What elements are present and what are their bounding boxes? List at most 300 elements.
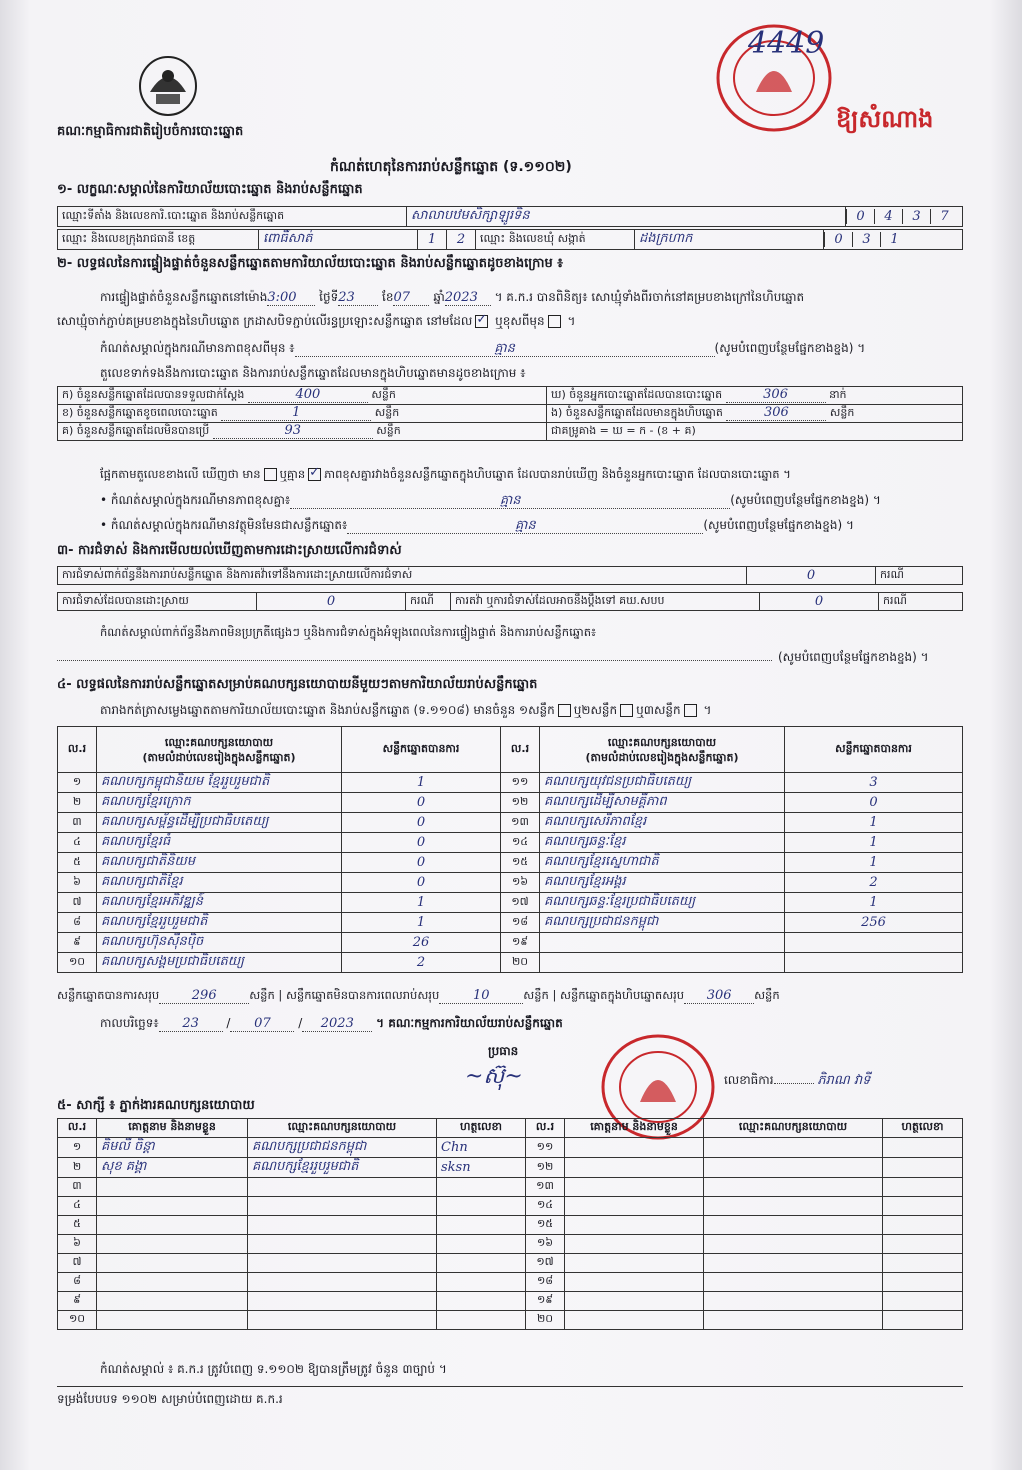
- row-number: ៩: [58, 933, 97, 953]
- row-number: ៧: [58, 893, 97, 913]
- count-row: [547, 387, 963, 405]
- witness-signature: [883, 1158, 963, 1178]
- party-votes: 0: [342, 833, 501, 853]
- objection-value: 0: [257, 593, 406, 611]
- form-title: កំណត់ហេតុនៃការរាប់សន្លឹកឆ្នោត (ទ.១១០២): [330, 159, 572, 175]
- row-number: ១: [58, 773, 97, 793]
- check-month: 07: [393, 290, 429, 306]
- party-rows: [58, 773, 963, 973]
- witness-name: [565, 1235, 704, 1254]
- witness-signature: [437, 1216, 526, 1235]
- table-row: [58, 773, 963, 793]
- commune-label: ឈ្មោះ និងលេខឃុំ សង្កាត់: [476, 230, 635, 250]
- office-code-digit: 0: [846, 209, 874, 224]
- party-votes: 1: [785, 893, 963, 913]
- office-code-digit: 7: [930, 209, 958, 224]
- col-votes: សន្លឹកឆ្នោតបានការ: [785, 727, 963, 773]
- party-name: គណបក្សខ្មែរធំ: [97, 833, 342, 853]
- sheet-1-checkbox[interactable]: [558, 704, 571, 717]
- total-unit: សន្លឹក: [523, 988, 549, 1002]
- party-votes: 1: [785, 853, 963, 873]
- section4-title: ៤- លទ្ធផលនៃការរាប់សន្លឹកឆ្នោតសម្រាប់គណបក្សនយោបាយនីមួយៗតាមការិយាល័យរាប់សន្លឹកឆ្នោត: [57, 677, 538, 692]
- party-votes: 1: [342, 913, 501, 933]
- check-text: ការផ្ទៀងផ្ទាត់ចំនួនសន្លឹកឆ្នោតនៅម៉ោង: [100, 290, 268, 304]
- office-value: សាលាបឋមសិក្សាឡូរទិន: [407, 207, 846, 227]
- col-votes: សន្លឹកឆ្នោតបានការ: [342, 727, 501, 773]
- col-sign: ហត្ថលេខា: [437, 1119, 526, 1138]
- footer: ទម្រង់បែបបទ ១១០២ សម្រាប់បំពេញដោយ គ.ក.រ: [57, 1392, 283, 1406]
- witness-party: [704, 1158, 883, 1178]
- party-name: គណបក្សខ្មែរអភិវឌ្ឍន៍: [97, 893, 342, 913]
- party-name: គណបក្សខ្មែរអង្គរ: [540, 873, 785, 893]
- total-label: សន្លឹកឆ្នោតក្នុងហិបឆ្នោតសរុប: [560, 988, 685, 1002]
- row-number: ១៣: [526, 1178, 565, 1197]
- witness-signature: [883, 1311, 963, 1330]
- party-name: គណបក្សហ៊ុនស៊ីនប៉ិច: [97, 933, 342, 953]
- party-votes: 3: [785, 773, 963, 793]
- section1-table-2: [57, 229, 963, 250]
- office-code-digit: 4: [874, 209, 902, 224]
- table-row: [58, 1292, 963, 1311]
- witness-signature: [883, 1235, 963, 1254]
- count-row: [58, 405, 547, 423]
- witness-signature: [883, 1254, 963, 1273]
- party-votes: 1: [785, 833, 963, 853]
- date-month: 07: [230, 1016, 294, 1032]
- note-hint: (សូមបំពេញបន្ថែមផ្នែកខាងខ្នង) ។: [714, 341, 866, 355]
- table-row: [58, 1138, 963, 1158]
- witness-signature: [883, 1178, 963, 1197]
- row-number: ១១: [526, 1138, 565, 1158]
- party-votes: 1: [342, 893, 501, 913]
- party-name: គណបក្សប្រជាជនកម្ពុជា: [540, 913, 785, 933]
- counts-table: [57, 386, 963, 441]
- total-unit: សន្លឹក: [754, 988, 780, 1002]
- province-label: ឈ្មោះ និងលេខក្រុងរាជធានី ខេត្ត: [58, 230, 259, 250]
- witness-party: [248, 1216, 437, 1235]
- count-unit: នាក់: [829, 388, 847, 401]
- row-number: ១៥: [501, 853, 540, 873]
- committee-name: គណៈកម្មាធិការជាតិរៀបចំការបោះឆ្នោត: [57, 124, 244, 139]
- date-year: 2023: [302, 1016, 372, 1032]
- check-time: 3:00: [267, 290, 315, 306]
- count-label: គ) ចំនួនសន្លឹកឆ្នោតដែលមិនបានប្រើ: [62, 424, 210, 437]
- count-label: ង) ចំនួនសន្លឹកឆ្នោតដែលមានក្នុងហិបឆ្នោត: [551, 406, 723, 419]
- date-day: 23: [159, 1016, 223, 1032]
- witness-name: [565, 1292, 704, 1311]
- note-line-1: [100, 341, 865, 357]
- commune-value: ដងក្រហាក: [635, 230, 824, 250]
- col-name: គោត្តនាម និងនាមខ្លួន: [565, 1119, 704, 1138]
- sheet-3-checkbox[interactable]: [684, 704, 697, 717]
- compare-text: ឬគ្មាន: [279, 467, 306, 481]
- witness-name: [565, 1158, 704, 1178]
- table-row: [58, 853, 963, 873]
- note-line-3: [100, 518, 854, 534]
- witness-signature: [883, 1138, 963, 1158]
- witness-name: [97, 1235, 248, 1254]
- row-number: ៦: [58, 873, 97, 893]
- witness-signature: [883, 1216, 963, 1235]
- table-row: [58, 1197, 963, 1216]
- date-label: កាលបរិច្ឆេទ៖: [100, 1016, 159, 1030]
- witness-signature: [437, 1235, 526, 1254]
- witness-signature: [437, 1292, 526, 1311]
- objection-label: ការតវ៉ា ឬការជំទាស់ដែលអាចនឹងប្តឹងទៅ គឃ.សបប: [451, 593, 760, 611]
- total-box: 306: [684, 988, 754, 1004]
- row-number: ៧: [58, 1254, 97, 1273]
- has-difference-checkbox[interactable]: [264, 468, 277, 481]
- office-label: ឈ្មោះទីតាំង និងលេខការិ.បោះឆ្នោត និងរាប់សន្លឹកឆ្នោត: [58, 207, 407, 227]
- witness-name: [97, 1197, 248, 1216]
- party-votes: 2: [342, 953, 501, 973]
- section5-title: ៥- សាក្សី ៖ ភ្នាក់ងារគណបក្សនយោបាយ: [57, 1098, 255, 1113]
- col-party: ឈ្មោះគណបក្សនយោបាយ: [704, 1119, 883, 1138]
- compare-text: ភាពខុសគ្នារវាងចំនួនសន្លឹកឆ្នោតក្នុងហិបឆ្នោត ដែលបានរាប់ឃើញ និងចំនួនអ្នកបោះឆ្នោត ដែលបានបោះឆ្នោត ។: [324, 467, 791, 481]
- party-name: គណបក្សខ្មែរក្រោក: [97, 793, 342, 813]
- party-votes: 0: [342, 813, 501, 833]
- note-hint: (សូមបំពេញបន្ថែមផ្នែកខាងខ្នង) ។: [730, 493, 881, 507]
- row-number: ៥: [58, 853, 97, 873]
- col-party: [540, 727, 785, 773]
- row-number: ១៩: [526, 1292, 565, 1311]
- witness-name: សុខ គង្គា: [97, 1158, 248, 1178]
- row-number: ៣: [58, 1178, 97, 1197]
- party-name: គណបក្សសង្គមប្រជាធិបតេយ្យ: [97, 953, 342, 973]
- witness-signature: [437, 1273, 526, 1292]
- row-number: ១៤: [501, 833, 540, 853]
- table-row: [58, 1311, 963, 1330]
- day-label: ថ្ងៃទី: [319, 290, 339, 304]
- party-name: គណបក្សសេរីភាពខ្មែរ: [540, 813, 785, 833]
- count-unit: សន្លឹក: [374, 406, 400, 419]
- note-line-2: [100, 493, 881, 509]
- row-number: ១៩: [501, 933, 540, 953]
- witness-name: [565, 1197, 704, 1216]
- row-number: ២០: [501, 953, 540, 973]
- count-row: [547, 405, 963, 423]
- witness-signature: [883, 1197, 963, 1216]
- witness-name: [565, 1273, 704, 1292]
- check-line-2: សោឃ្មុំចាក់ភ្ជាប់គម្របខាងក្នុងនៃហិបឆ្នោត ក្រដាសបិទភ្ជាប់លើរន្ធប្រឡោះសន្លឹកឆ្នោត នៅមដែល✓ ឬខុសពីមុន ។: [57, 314, 575, 329]
- col-party-label: ឈ្មោះគណបក្សនយោបាយ: [607, 735, 717, 749]
- objections-table-2: [57, 592, 963, 611]
- committee-label: ។ គណៈកម្មការការិយាល័យរាប់សន្លឹកឆ្នោត: [376, 1016, 563, 1030]
- section3-note-hint: (សូមបំពេញបន្ថែមផ្នែកខាងខ្នង) ។: [778, 650, 929, 664]
- total-valid: 296: [159, 988, 249, 1004]
- totals-line: សន្លឹកឆ្នោតបានការសរុប 296 សន្លឹក | សន្លឹកឆ្នោតមិនបានការពេលរាប់សរុប 10 សន្លឹក | សន្លឹកឆ្នោតក្នុងហិបឆ្នោតសរុប 306 សន្លឹក: [57, 988, 780, 1003]
- section1-title: ១- លក្ខណៈសម្គាល់នៃការិយាល័យបោះឆ្នោត និងរាប់សន្លឹកឆ្នោត: [57, 182, 363, 197]
- note-value: គ្មាន: [290, 493, 730, 509]
- col-party: ឈ្មោះគណបក្សនយោបាយ: [248, 1119, 437, 1138]
- note-hint: (សូមបំពេញបន្ថែមផ្នែកខាងខ្នង) ។: [703, 518, 854, 532]
- nec-logo: [136, 52, 200, 118]
- party-votes: 0: [785, 793, 963, 813]
- table-row: [58, 1235, 963, 1254]
- witness-signature: [437, 1254, 526, 1273]
- witness-name: [565, 1216, 704, 1235]
- witness-party: [248, 1178, 437, 1197]
- stamp-number: 4449: [748, 26, 825, 61]
- count-value: 306: [726, 405, 826, 421]
- check-text: សោឃ្មុំចាក់ភ្ជាប់គម្របខាងក្នុងនៃហិបឆ្នោត ក្រដាសបិទភ្ជាប់លើរន្ធប្រឡោះសន្លឹកឆ្នោត នៅមដែល: [57, 314, 473, 328]
- witness-party: [704, 1235, 883, 1254]
- table-row: [58, 873, 963, 893]
- objection-label: ការជំទាស់ពាក់ព័ន្ធនឹងការរាប់សន្លឹកឆ្នោត និងការតវ៉ាទៅនឹងការដោះស្រាយលើការជំទាស់: [58, 567, 747, 585]
- count-unit: សន្លឹក: [371, 388, 396, 401]
- footnote: កំណត់សម្គាល់ ៖ គ.ក.រ ត្រូវបំពេញ ទ.១១០២ ឱ្យបានត្រឹមត្រូវ ចំនួន ៣ច្បាប់ ។: [100, 1362, 447, 1376]
- row-number: ១១: [501, 773, 540, 793]
- count-value: 306: [726, 387, 826, 403]
- total-label: សន្លឹកឆ្នោតមិនបានការពេលរាប់សរុប: [285, 988, 440, 1002]
- count-row: [58, 387, 547, 405]
- province-value: ពោធិ៍សាត់: [259, 230, 418, 250]
- witness-name: [565, 1178, 704, 1197]
- party-name: គណបក្សសម្ព័ន្ធដើម្បីប្រជាធិបតេយ្យ: [97, 813, 342, 833]
- objection-value: 0: [760, 593, 879, 611]
- witness-signature: [883, 1273, 963, 1292]
- row-number: ១៣: [501, 813, 540, 833]
- footer-divider: [57, 1386, 963, 1387]
- row-number: ២០: [526, 1311, 565, 1330]
- party-results-table: [57, 726, 963, 973]
- count-value: 400: [248, 387, 368, 403]
- section3-title: ៣- ការជំទាស់ និងការមើលយល់ឃើញតាមការដោះស្រាយលើការជំទាស់: [57, 543, 402, 558]
- witness-signature: sksn: [437, 1158, 526, 1178]
- office-code-digit: 3: [902, 209, 930, 224]
- check-day: 23: [338, 290, 378, 306]
- different-checkbox[interactable]: [548, 315, 561, 328]
- witness-signature: [437, 1178, 526, 1197]
- objection-unit: ករណី: [879, 593, 963, 611]
- witness-name: [565, 1254, 704, 1273]
- witness-name: [97, 1254, 248, 1273]
- count-value: 93: [213, 423, 373, 439]
- witness-name: [97, 1311, 248, 1330]
- counts-intro: តួលេខទាក់ទងនឹងការបោះឆ្នោត និងការរាប់សន្លឹកឆ្នោតដែលមានក្នុងហិបឆ្នោតមានដូចខាងក្រោម ៖: [100, 366, 526, 380]
- chair-label: ប្រធាន: [488, 1044, 519, 1058]
- party-votes: 0: [342, 853, 501, 873]
- total-unit: សន្លឹក: [249, 988, 275, 1002]
- sheet-text: ឬ២សន្លឹក: [573, 703, 618, 717]
- row-number: ៩: [58, 1292, 97, 1311]
- witness-party: [248, 1273, 437, 1292]
- month-label: ខែ: [382, 290, 394, 304]
- secretary-line: [724, 1073, 870, 1088]
- col-name: គោត្តនាម និងនាមខ្លួន: [97, 1119, 248, 1138]
- no-difference-checkbox[interactable]: [308, 468, 321, 481]
- province-code-digit: 2: [447, 230, 476, 250]
- date-line: កាលបរិច្ឆេទ៖ 23 / 07 / 2023 ។ គណៈកម្មការការិយាល័យរាប់សន្លឹកឆ្នោត: [100, 1016, 563, 1031]
- witness-party: [704, 1216, 883, 1235]
- section1-table: [57, 206, 963, 227]
- witness-party: [248, 1311, 437, 1330]
- party-name: គណបក្សខ្មែររួបរួមជាតិ: [97, 913, 342, 933]
- count-label: ក) ចំនួនសន្លឹកឆ្នោតដែលបានទទួលជាក់ស្តែង: [62, 388, 245, 401]
- witness-party: [704, 1138, 883, 1158]
- row-number: ២: [58, 793, 97, 813]
- witness-party: គណបក្សប្រជាជនកម្ពុជា: [248, 1138, 437, 1158]
- col-no: ល.រ: [58, 1119, 97, 1138]
- sheet-2-checkbox[interactable]: [620, 704, 633, 717]
- witness-rows: [58, 1138, 963, 1330]
- witness-signature: [883, 1292, 963, 1311]
- row-number: ៨: [58, 1273, 97, 1292]
- party-name: គណបក្សឆន្ទៈខ្មែរ: [540, 833, 785, 853]
- col-no: ល.រ: [526, 1119, 565, 1138]
- count-row: [58, 423, 547, 441]
- witness-party: [248, 1197, 437, 1216]
- row-number: ១៦: [526, 1235, 565, 1254]
- table-row: [58, 1178, 963, 1197]
- objection-unit: ករណី: [406, 593, 451, 611]
- party-name: គណបក្សខ្មែរស្នេហាជាតិ: [540, 853, 785, 873]
- witness-name: គិមលី ចិន្តា: [97, 1138, 248, 1158]
- sheet-text: តារាងកត់ត្រាសម្លេងឆ្នោតតាមការិយាល័យបោះឆ្នោត និងរាប់សន្លឹកឆ្នោត (ទ.១១០៨) មានចំនួន ១សន្លឹក: [100, 703, 555, 717]
- row-number: ៤: [58, 1197, 97, 1216]
- secretary-label: លេខាធិការ: [724, 1073, 774, 1087]
- party-name: គណបក្សយុវជនប្រជាធិបតេយ្យ: [540, 773, 785, 793]
- party-name: គណបក្សដើម្បីសាមគ្គីភាព: [540, 793, 785, 813]
- witness-party: [704, 1254, 883, 1273]
- table-row: [58, 953, 963, 973]
- total-invalid: 10: [439, 988, 523, 1004]
- secretary-dots: [774, 1083, 814, 1084]
- check-line-1: [100, 290, 804, 306]
- sheet-text: ឬ៣សន្លឹក: [636, 703, 681, 717]
- note-dotted-line: [57, 660, 772, 661]
- witness-party: [704, 1178, 883, 1197]
- col-no: ល.រ: [58, 727, 97, 773]
- row-number: ១៥: [526, 1216, 565, 1235]
- note-value: គ្មាន: [347, 518, 703, 534]
- witness-name: [565, 1311, 704, 1330]
- row-number: ៨: [58, 913, 97, 933]
- row-number: ១៨: [526, 1273, 565, 1292]
- col-party-sub: (តាមលំដាប់លេខរៀងក្នុងសន្លឹកឆ្នោត): [142, 750, 296, 764]
- chair-signature: ~ស៊ុ~: [465, 1064, 523, 1089]
- count-value: 1: [221, 405, 371, 421]
- objection-unit: ករណី: [876, 567, 963, 585]
- check-text: ឬខុសពីមុន: [495, 314, 545, 328]
- sheet-count-line: តារាងកត់ត្រាសម្លេងឆ្នោតតាមការិយាល័យបោះឆ្នោត និងរាប់សន្លឹកឆ្នោត (ទ.១១០៨) មានចំនួន ១សន្លឹក ឬ២សន្លឹក ឬ៣សន្លឹក ។: [100, 703, 712, 717]
- witness-party: [248, 1235, 437, 1254]
- row-number: ១៦: [501, 873, 540, 893]
- row-number: ១២: [501, 793, 540, 813]
- commune-code-digit: 0: [824, 232, 852, 247]
- witness-signature: Chn: [437, 1138, 526, 1158]
- check-text: ។ គ.ក.រ បានពិនិត្យ៖ សោឃ្មុំទាំងពីរចាក់នៅគម្របខាងក្រៅនៃហិបឆ្នោត: [494, 290, 805, 304]
- witness-name: [97, 1178, 248, 1197]
- check-year: 2023: [445, 290, 491, 306]
- table-row: [58, 1158, 963, 1178]
- party-votes: 256: [785, 913, 963, 933]
- witness-party: [248, 1254, 437, 1273]
- count-unit: សន្លឹក: [376, 424, 401, 437]
- party-votes: 0: [342, 793, 501, 813]
- row-number: ៥: [58, 1216, 97, 1235]
- witness-signature: [437, 1311, 526, 1330]
- witness-party: [704, 1311, 883, 1330]
- secretary-name: ភិរាណ វាទី: [817, 1073, 871, 1088]
- table-row: [58, 1254, 963, 1273]
- party-name: គណបក្សកម្ពុជានិយម ខ្មែររួបរួមជាតិ: [97, 773, 342, 793]
- table-row: [58, 1273, 963, 1292]
- row-number: ១៧: [501, 893, 540, 913]
- party-votes: 1: [342, 773, 501, 793]
- same-checkbox[interactable]: [475, 315, 488, 328]
- commune-code: [824, 230, 963, 250]
- row-number: ១០: [58, 953, 97, 973]
- row-number: ៦: [58, 1235, 97, 1254]
- col-sign: ហត្ថលេខា: [883, 1119, 963, 1138]
- col-no: ល.រ: [501, 727, 540, 773]
- col-party-sub: (តាមលំដាប់លេខរៀងក្នុងសន្លឹកឆ្នោត): [585, 750, 739, 764]
- row-number: ៣: [58, 813, 97, 833]
- witness-name: [97, 1273, 248, 1292]
- copy-label: ឱ្យសំណាង: [836, 105, 934, 133]
- party-votes: [785, 933, 963, 953]
- row-number: ១: [58, 1138, 97, 1158]
- row-number: ១០: [58, 1311, 97, 1330]
- party-name: គណបក្សជាតិខ្មែរ: [97, 873, 342, 893]
- witness-party: [704, 1273, 883, 1292]
- col-party-label: ឈ្មោះគណបក្សនយោបាយ: [164, 735, 274, 749]
- note-label: • កំណត់សម្គាល់ក្នុងករណីមានវត្ថុមិនមែនជាសន្លឹកឆ្នោត៖: [100, 518, 348, 532]
- witness-party: [704, 1197, 883, 1216]
- table-row: [58, 913, 963, 933]
- note-value: គ្មាន: [295, 341, 715, 357]
- objection-label: ការជំទាស់ដែលបានដោះស្រាយ: [58, 593, 257, 611]
- party-votes: [785, 953, 963, 973]
- year-label: ឆ្នាំ: [433, 290, 445, 304]
- witness-name: [97, 1216, 248, 1235]
- party-votes: 1: [785, 813, 963, 833]
- party-name: គណបក្សជាតិនិយម: [97, 853, 342, 873]
- section2-title: ២- លទ្ធផលនៃការផ្ទៀងផ្ទាត់ចំនួនសន្លឹកឆ្នោតតាមការិយាល័យបោះឆ្នោត និងរាប់សន្លឹកឆ្នោតដូចខាងក្រោម ៖: [57, 256, 563, 271]
- witness-name: [97, 1292, 248, 1311]
- party-votes: 0: [342, 873, 501, 893]
- witness-signature: [437, 1197, 526, 1216]
- witness-party: [704, 1292, 883, 1311]
- table-row: [58, 813, 963, 833]
- party-name: គណបក្សឆន្ទៈខ្មែរប្រជាធិបតេយ្យ: [540, 893, 785, 913]
- table-row: [58, 893, 963, 913]
- table-row: [58, 1216, 963, 1235]
- compare-line: [100, 467, 791, 482]
- count-label: ខ) ចំនួនសន្លឹកឆ្នោតខូចពេលបោះឆ្នោត: [62, 406, 218, 419]
- row-number: ១២: [526, 1158, 565, 1178]
- row-number: ២: [58, 1158, 97, 1178]
- count-unit: សន្លឹក: [829, 406, 855, 419]
- row-number: ១៨: [501, 913, 540, 933]
- table-row: [58, 933, 963, 953]
- note-label: • កំណត់សម្គាល់ក្នុងករណីមានភាពខុសគ្នា៖: [100, 493, 291, 507]
- compare-text: ផ្អែកតាមតួលេខខាងលើ ឃើញថា មាន: [100, 467, 261, 481]
- section3-note: កំណត់សម្គាល់ពាក់ព័ន្ធនឹងភាពមិនប្រក្រតីផ្សេងៗ ឬនិងការជំទាស់ក្នុងអំឡុងពេលនៃការផ្ទៀងផ្ទាត់ និងការរាប់សន្លឹកឆ្នោត៖: [100, 625, 597, 639]
- count-label: ឃ) ចំនួនអ្នកបោះឆ្នោតដែលបានបោះឆ្នោត: [551, 388, 723, 401]
- commune-code-digit: 3: [852, 232, 880, 247]
- witness-name: [565, 1138, 704, 1158]
- row-number: ១៧: [526, 1254, 565, 1273]
- table-row: [58, 793, 963, 813]
- note-label: កំណត់សម្គាល់ក្នុងករណីមានភាពខុសពីមុន ៖: [100, 341, 295, 355]
- objections-table: [57, 566, 963, 585]
- witness-table: [57, 1118, 963, 1330]
- col-party: [97, 727, 342, 773]
- table-row: [58, 833, 963, 853]
- formula: ជាគម្រូគាង = ឃ = ក - (ខ + គ): [547, 423, 963, 441]
